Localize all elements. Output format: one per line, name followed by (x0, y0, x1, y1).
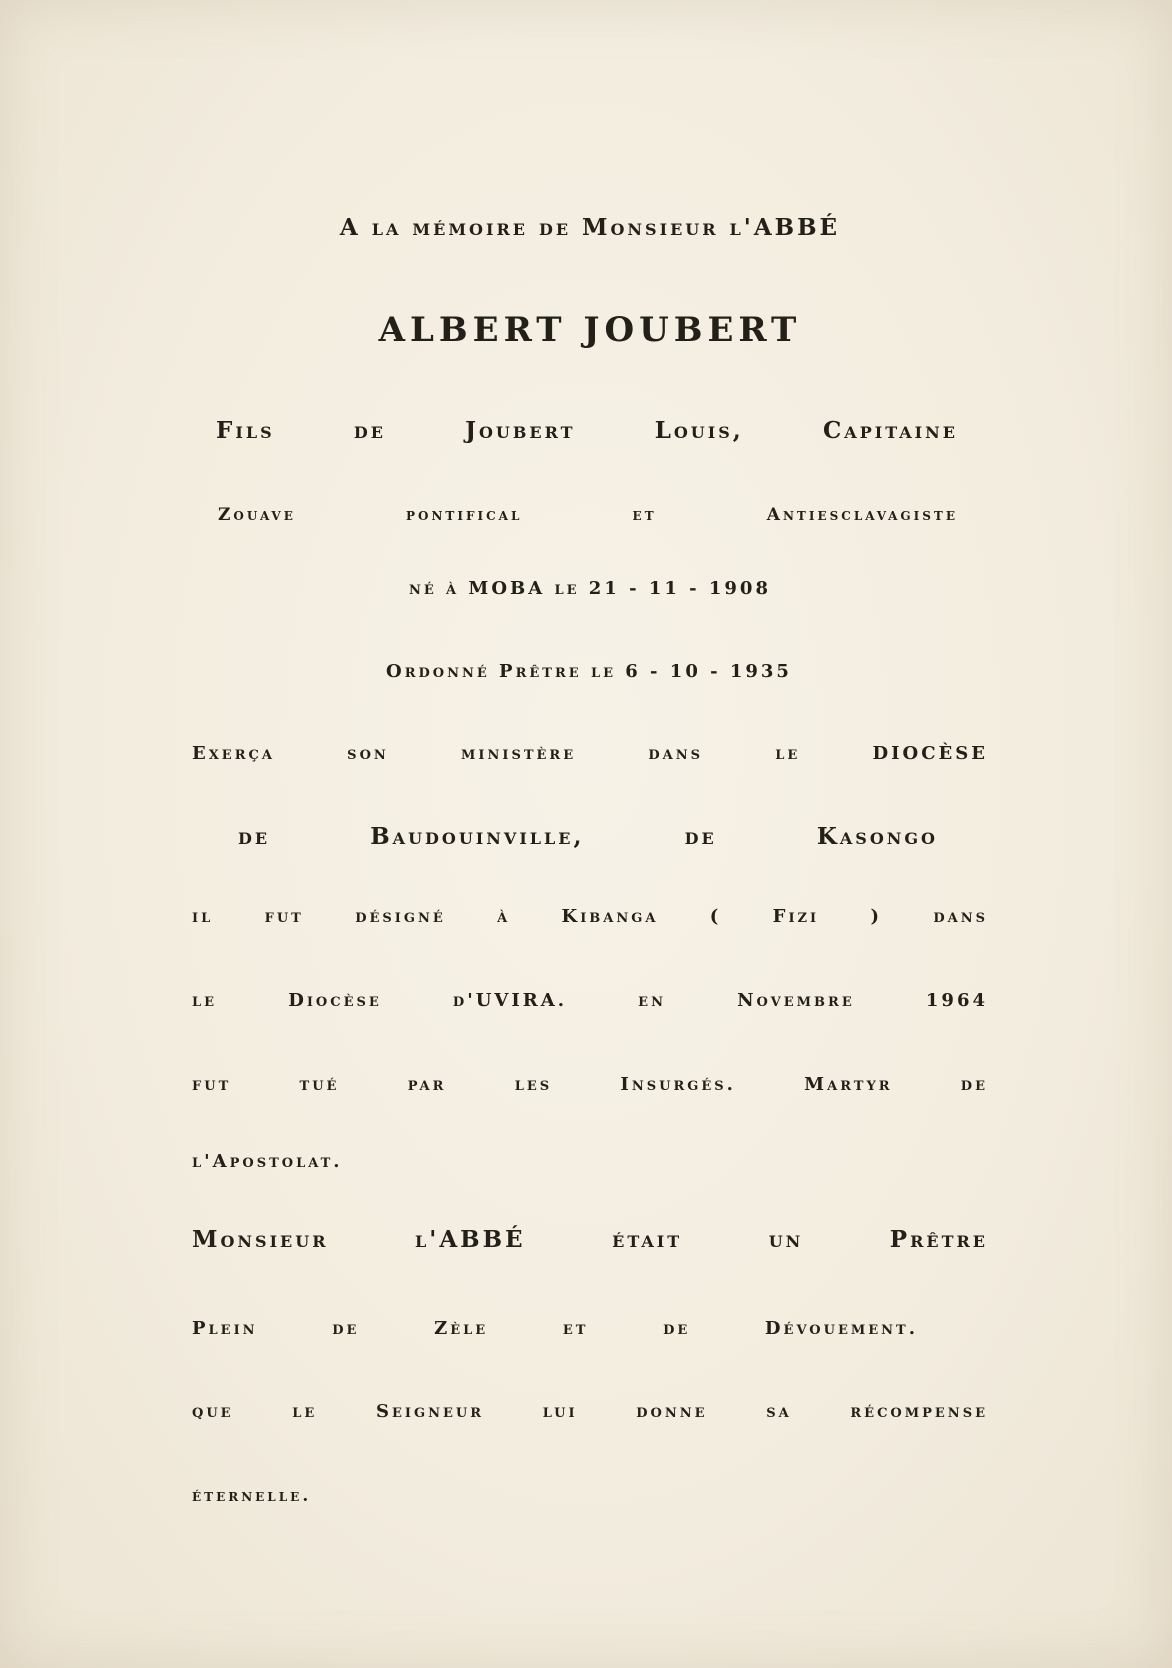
birth-line: né à MOBA le 21 - 11 - 1908 (409, 578, 771, 599)
zeal-line: Plein de Zèle et de Dévouement. (192, 1318, 918, 1339)
dedication-line: A la mémoire de Monsieur l'ABBÉ (339, 214, 841, 241)
dioceses-line: de Baudouinville, de Kasongo (238, 823, 938, 850)
tribute-line: Monsieur l'ABBÉ était un Prêtre (192, 1226, 988, 1253)
apostolate-line: l'Apostolat. (192, 1151, 343, 1172)
deceased-name: ALBERT JOUBERT (378, 310, 802, 350)
parentage-line: Fils de Joubert Louis, Capitaine (216, 417, 958, 444)
diocese-uvira-line: le Diocèse d'UVIRA. en Novembre 1964 (192, 990, 988, 1011)
appointment-line: il fut désigné à Kibanga ( Fizi ) dans (192, 906, 988, 927)
death-line: fut tué par les Insurgés. Martyr de (192, 1074, 988, 1095)
father-title-line: Zouave pontifical et Antiesclavagiste (218, 505, 958, 525)
eternal-line: éternelle. (192, 1486, 312, 1506)
ministry-line: Exerça son ministère dans le DIOCÈSE (192, 743, 988, 764)
prayer-line: que le Seigneur lui donne sa récompense (192, 1401, 988, 1422)
ordination-line: Ordonné Prêtre le 6 - 10 - 1935 (386, 661, 792, 682)
